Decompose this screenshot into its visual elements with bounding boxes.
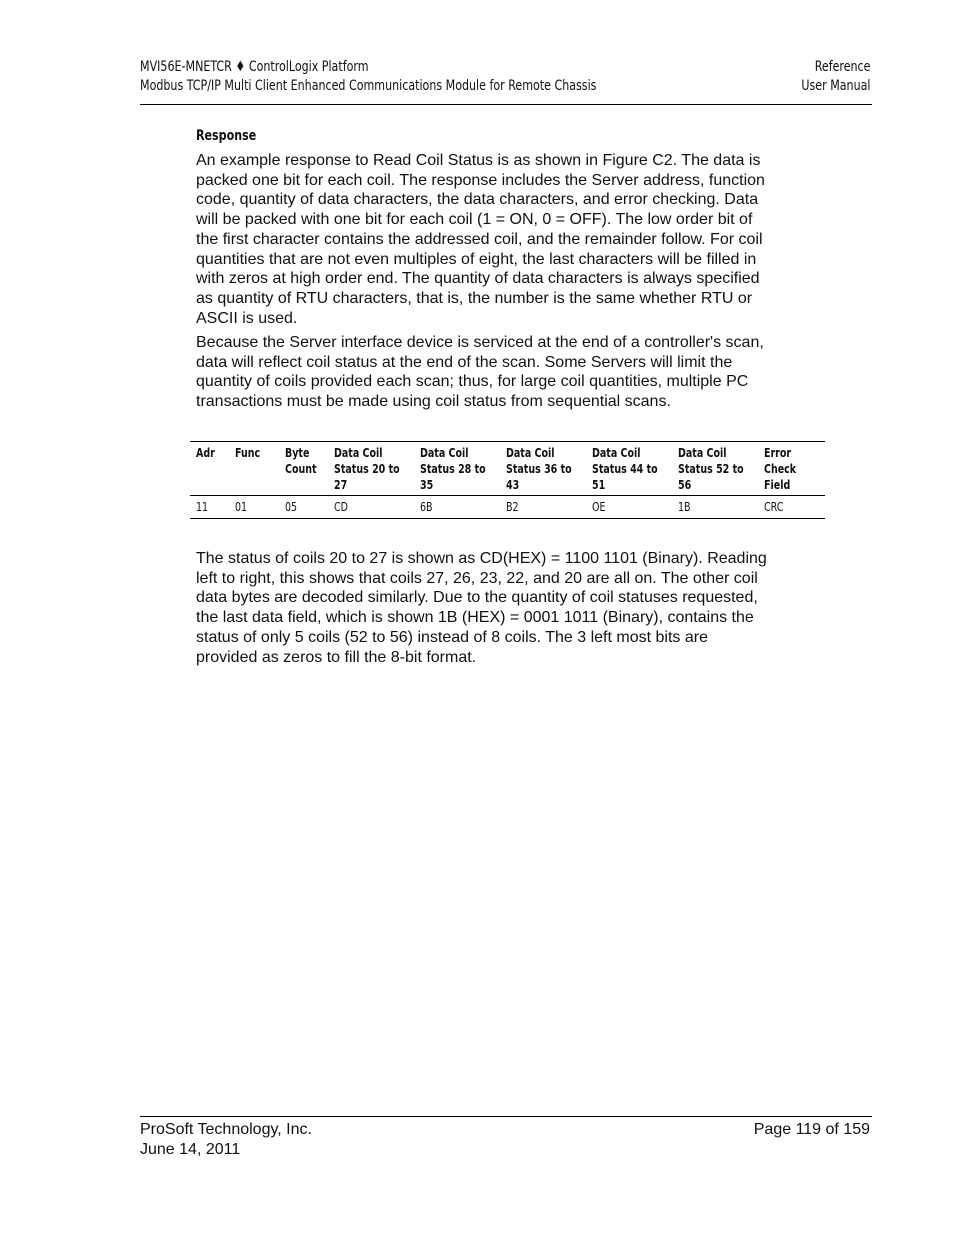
text-line: Because the Server interface device is serviced at the end of a controller's scan, — [196, 334, 764, 351]
col-header-coil-28-35: Data Coil Status 28 to 35 — [420, 446, 486, 492]
header-section-name: Reference — [814, 59, 870, 75]
text-line: left to right, this shows that coils 27, 26, 23, 22, and 20 are all on. The other coil — [196, 569, 758, 587]
paragraph-scan-behavior — [196, 333, 826, 412]
header-section-block — [801, 58, 870, 96]
table-header-row — [190, 442, 825, 496]
text-line: code, quantity of data characters, the data characters, and error checking. Data — [196, 191, 759, 209]
footer-date: June 14, 2011 — [140, 1141, 241, 1158]
col-header-coil-52-56: Data Coil Status 52 to 56 — [678, 446, 744, 492]
text-line: the first character contains the addressed coil, and the remainder follow. For coil — [196, 230, 763, 248]
cell-coil-20-27: CD — [334, 500, 348, 514]
text-line: provided as zeros to fill the 8-bit format. — [196, 648, 477, 666]
footer-company: ProSoft Technology, Inc. — [140, 1121, 312, 1138]
cell-adr: 11 — [196, 500, 209, 514]
header-document-type: User Manual — [800, 78, 870, 94]
col-header-func: Func — [235, 446, 261, 460]
col-header-coil-36-43: Data Coil Status 36 to 43 — [506, 446, 572, 492]
col-header-coil-20-27: Data Coil Status 20 to 27 — [334, 446, 400, 492]
header-product-line: MVI56E-MNETCR ♦ ControlLogix Platform — [140, 59, 369, 75]
cell-coil-44-51: OE — [592, 500, 606, 514]
footer-page-number: Page 119 of 159 — [753, 1121, 870, 1138]
text-line: An example response to Read Coil Status is as shown in Figure C2. The data is — [196, 152, 761, 169]
cell-coil-52-56: 1B — [678, 500, 691, 514]
text-line: the last data field, which is shown 1B (HEX) = 0001 1011 (Binary), contains the — [196, 609, 754, 627]
paragraph-coil-decoding — [196, 549, 826, 667]
text-line: transactions must be made using coil status from sequential scans. — [196, 393, 671, 411]
text-line: status of only 5 coils (52 to 56) instead of 8 coils. The 3 left most bits are — [196, 628, 708, 646]
text-line: quantities that are not even multiples of eight, the last characters will be filled in — [196, 250, 757, 268]
response-table — [190, 441, 825, 519]
text-line: data will reflect coil status at the end of the scan. Some Servers will limit the — [196, 353, 733, 371]
col-header-coil-44-51: Data Coil Status 44 to 51 — [592, 446, 658, 492]
text-line: quantity of coils provided each scan; thus, for large coil quantities, multiple PC — [196, 373, 749, 391]
text-line: with zeros at high order end. The quantity of data characters is always specified — [196, 270, 760, 288]
col-header-adr: Adr — [196, 446, 215, 460]
footer-left-block — [140, 1120, 312, 1160]
footer-divider — [140, 1116, 872, 1117]
cell-coil-36-43: B2 — [506, 500, 519, 514]
text-line: packed one bit for each coil. The response includes the Server address, function — [196, 171, 765, 189]
col-header-byte-count: Byte Count — [285, 446, 317, 476]
text-line: will be packed with one bit for each coil (1 = ON, 0 = OFF). The low order bit of — [196, 211, 753, 229]
col-header-error-check: Error Check Field — [764, 446, 797, 492]
table-row — [190, 496, 825, 519]
cell-func: 01 — [235, 500, 248, 514]
paragraph-response-description — [196, 151, 826, 328]
cell-coil-28-35: 6B — [420, 500, 433, 514]
section-heading: Response — [196, 128, 257, 144]
text-line: data bytes are decoded similarly. Due to the quantity of coil statuses requested, — [196, 589, 758, 607]
text-line: ASCII is used. — [196, 309, 298, 327]
header-divider — [140, 104, 872, 105]
header-title-block — [140, 58, 596, 96]
header-product-description: Modbus TCP/IP Multi Client Enhanced Communications Module for Remote Chassis — [140, 78, 597, 94]
text-line: The status of coils 20 to 27 is shown as CD(HEX) = 1100 1101 (Binary). Reading — [196, 550, 767, 567]
text-line: as quantity of RTU characters, that is, the number is the same whether RTU or — [196, 289, 753, 307]
cell-error-check: CRC — [764, 500, 784, 514]
cell-byte-count: 05 — [285, 500, 298, 514]
